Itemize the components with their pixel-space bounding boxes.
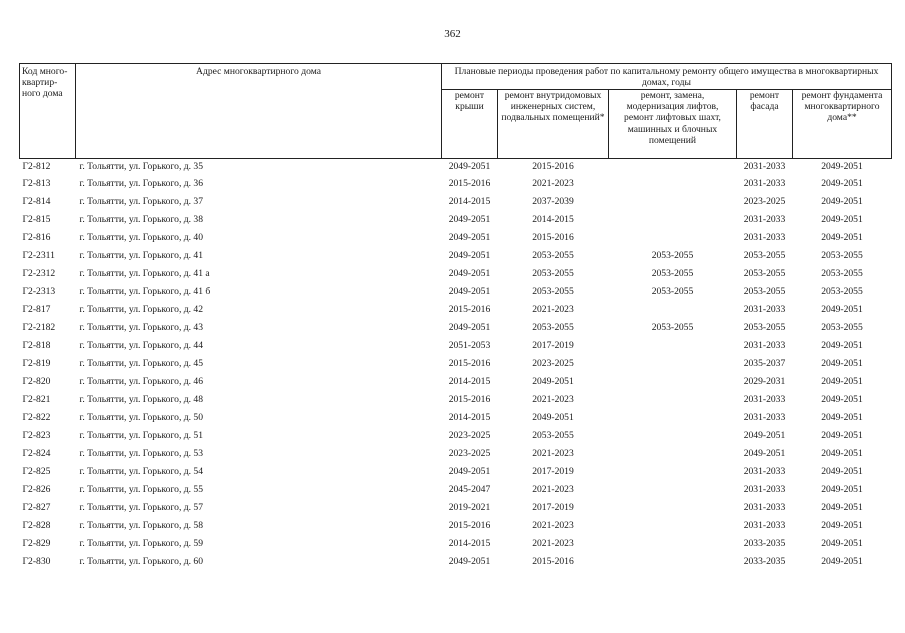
cell-roof: 2049-2051 bbox=[448, 232, 491, 243]
cell-systems: 2049-2051 bbox=[532, 412, 574, 423]
cell-roof: 2045-2047 bbox=[448, 484, 491, 495]
cell-address: г. Тольятти, ул. Горького, д. 46 bbox=[79, 376, 204, 387]
cell-elevators bbox=[609, 175, 737, 193]
table-row bbox=[20, 229, 892, 247]
cell-roof: 2049-2051 bbox=[448, 214, 491, 225]
table-row bbox=[20, 175, 892, 193]
cell-foundation: 2049-2051 bbox=[821, 412, 863, 423]
cell-code: Г2-819 bbox=[22, 358, 51, 369]
table-row bbox=[20, 499, 892, 517]
cell-address: г. Тольятти, ул. Горького, д. 58 bbox=[79, 520, 204, 531]
cell-facade: 2053-2055 bbox=[743, 322, 786, 333]
cell-roof: 2019-2021 bbox=[448, 502, 491, 513]
cell-foundation: 2049-2051 bbox=[821, 538, 863, 549]
cell-roof: 2049-2051 bbox=[448, 322, 491, 333]
cell-foundation: 2049-2051 bbox=[821, 484, 863, 495]
table-row bbox=[20, 159, 892, 176]
cell-roof: 2015-2016 bbox=[448, 304, 491, 315]
cell-facade: 2033-2035 bbox=[743, 538, 786, 549]
cell-elevators bbox=[609, 301, 737, 319]
cell-systems: 2021-2023 bbox=[532, 448, 574, 459]
header-facade: ремонт фасада bbox=[737, 90, 793, 159]
cell-address: г. Тольятти, ул. Горького, д. 55 bbox=[79, 484, 204, 495]
cell-facade: 2031-2033 bbox=[743, 178, 786, 189]
cell-foundation: 2049-2051 bbox=[821, 161, 863, 172]
cell-code: Г2-830 bbox=[22, 556, 51, 567]
cell-foundation: 2049-2051 bbox=[821, 520, 863, 531]
cell-elevators: 2053-2055 bbox=[651, 268, 694, 279]
cell-systems: 2021-2023 bbox=[532, 538, 574, 549]
page-number: 362 bbox=[444, 28, 461, 40]
cell-systems: 2021-2023 bbox=[532, 484, 574, 495]
cell-roof: 2014-2015 bbox=[448, 412, 491, 423]
cell-elevators bbox=[609, 211, 737, 229]
table-row bbox=[20, 391, 892, 409]
cell-systems: 2053-2055 bbox=[532, 250, 574, 261]
cell-systems: 2021-2023 bbox=[532, 394, 574, 405]
cell-systems: 2021-2023 bbox=[532, 304, 574, 315]
cell-systems: 2053-2055 bbox=[532, 286, 574, 297]
table-body bbox=[20, 159, 892, 572]
cell-elevators bbox=[609, 355, 737, 373]
cell-roof: 2014-2015 bbox=[448, 376, 491, 387]
cell-elevators bbox=[609, 373, 737, 391]
cell-roof: 2015-2016 bbox=[448, 178, 491, 189]
cell-foundation: 2049-2051 bbox=[821, 232, 863, 243]
cell-address: г. Тольятти, ул. Горького, д. 60 bbox=[79, 556, 204, 567]
cell-elevators bbox=[609, 517, 737, 535]
cell-facade: 2049-2051 bbox=[743, 430, 786, 441]
cell-roof: 2049-2051 bbox=[448, 161, 491, 172]
cell-elevators bbox=[609, 499, 737, 517]
cell-facade: 2031-2033 bbox=[743, 161, 786, 172]
cell-elevators bbox=[609, 159, 737, 176]
table-row bbox=[20, 355, 892, 373]
cell-address: г. Тольятти, ул. Горького, д. 38 bbox=[79, 214, 204, 225]
cell-foundation: 2049-2051 bbox=[821, 556, 863, 567]
cell-facade: 2053-2055 bbox=[743, 250, 786, 261]
cell-roof: 2023-2025 bbox=[448, 430, 491, 441]
cell-roof: 2015-2016 bbox=[448, 520, 491, 531]
cell-foundation: 2049-2051 bbox=[821, 430, 863, 441]
cell-roof: 2049-2051 bbox=[448, 466, 491, 477]
cell-code: Г2-2311 bbox=[22, 250, 55, 261]
table-row bbox=[20, 481, 892, 499]
cell-code: Г2-812 bbox=[22, 161, 51, 172]
cell-address: г. Тольятти, ул. Горького, д. 41 bbox=[79, 250, 204, 261]
cell-foundation: 2049-2051 bbox=[821, 214, 863, 225]
header-address: Адрес многоквартирного дома bbox=[76, 64, 442, 159]
header-elevators: ремонт, замена, модернизация лифтов, ремонт лифтовых шахт, машинных и блочных помещений bbox=[609, 90, 737, 159]
table-row bbox=[20, 445, 892, 463]
cell-systems: 2014-2015 bbox=[532, 214, 574, 225]
cell-systems: 2015-2016 bbox=[532, 232, 574, 243]
cell-systems: 2017-2019 bbox=[532, 340, 574, 351]
cell-foundation: 2049-2051 bbox=[821, 502, 863, 513]
cell-foundation: 2049-2051 bbox=[821, 340, 863, 351]
cell-address: г. Тольятти, ул. Горького, д. 45 bbox=[79, 358, 204, 369]
cell-code: Г2-814 bbox=[22, 196, 51, 207]
cell-code: Г2-825 bbox=[22, 466, 51, 477]
cell-code: Г2-823 bbox=[22, 430, 51, 441]
header-roof: ремонт крыши bbox=[442, 90, 498, 159]
cell-foundation: 2053-2055 bbox=[821, 250, 863, 261]
cell-roof: 2049-2051 bbox=[448, 250, 491, 261]
cell-code: Г2-813 bbox=[22, 178, 51, 189]
cell-systems: 2015-2016 bbox=[532, 556, 574, 567]
table-row bbox=[20, 211, 892, 229]
cell-elevators bbox=[609, 481, 737, 499]
cell-address: г. Тольятти, ул. Горького, д. 37 bbox=[79, 196, 204, 207]
cell-systems: 2017-2019 bbox=[532, 502, 574, 513]
cell-code: Г2-2313 bbox=[22, 286, 56, 297]
header-code: Код много-квартир-ного дома bbox=[20, 64, 76, 159]
cell-code: Г2-2182 bbox=[22, 322, 56, 333]
cell-code: Г2-818 bbox=[22, 340, 51, 351]
table-row bbox=[20, 283, 892, 301]
cell-elevators bbox=[609, 193, 737, 211]
cell-code: Г2-824 bbox=[22, 448, 51, 459]
cell-elevators bbox=[609, 229, 737, 247]
cell-facade: 2031-2033 bbox=[743, 394, 786, 405]
cell-elevators bbox=[609, 553, 737, 571]
cell-elevators bbox=[609, 535, 737, 553]
cell-roof: 2015-2016 bbox=[448, 358, 491, 369]
cell-systems: 2049-2051 bbox=[532, 376, 574, 387]
cell-facade: 2031-2033 bbox=[743, 304, 786, 315]
cell-facade: 2031-2033 bbox=[743, 214, 786, 225]
cell-code: Г2-829 bbox=[22, 538, 51, 549]
cell-elevators bbox=[609, 409, 737, 427]
cell-systems: 2021-2023 bbox=[532, 178, 574, 189]
cell-roof: 2015-2016 bbox=[448, 394, 491, 405]
cell-address: г. Тольятти, ул. Горького, д. 57 bbox=[79, 502, 204, 513]
cell-code: Г2-822 bbox=[22, 412, 51, 423]
cell-foundation: 2049-2051 bbox=[821, 358, 863, 369]
cell-roof: 2049-2051 bbox=[448, 556, 491, 567]
table-row bbox=[20, 337, 892, 355]
cell-roof: 2014-2015 bbox=[448, 196, 491, 207]
cell-systems: 2053-2055 bbox=[532, 268, 574, 279]
cell-facade: 2053-2055 bbox=[743, 286, 786, 297]
cell-roof: 2014-2015 bbox=[448, 538, 491, 549]
cell-code: Г2-827 bbox=[22, 502, 51, 513]
cell-code: Г2-816 bbox=[22, 232, 51, 243]
cell-systems: 2037-2039 bbox=[532, 196, 574, 207]
table-row bbox=[20, 301, 892, 319]
header-planned-periods: Плановые периоды проведения работ по капитальному ремонту общего имущества в многоквартирных домах, годы bbox=[442, 64, 892, 90]
cell-systems: 2021-2023 bbox=[532, 520, 574, 531]
table-row bbox=[20, 427, 892, 445]
cell-code: Г2-815 bbox=[22, 214, 51, 225]
cell-code: Г2-828 bbox=[22, 520, 51, 531]
table-row bbox=[20, 553, 892, 571]
cell-facade: 2033-2035 bbox=[743, 556, 786, 567]
cell-foundation: 2049-2051 bbox=[821, 196, 863, 207]
cell-facade: 2049-2051 bbox=[743, 448, 786, 459]
cell-roof: 2023-2025 bbox=[448, 448, 491, 459]
cell-address: г. Тольятти, ул. Горького, д. 59 bbox=[79, 538, 204, 549]
cell-address: г. Тольятти, ул. Горького, д. 41 б bbox=[79, 286, 211, 297]
cell-systems: 2023-2025 bbox=[532, 358, 574, 369]
table-row bbox=[20, 373, 892, 391]
cell-code: Г2-2312 bbox=[22, 268, 56, 279]
cell-address: г. Тольятти, ул. Горького, д. 35 bbox=[79, 161, 204, 172]
cell-address: г. Тольятти, ул. Горького, д. 54 bbox=[79, 466, 204, 477]
cell-elevators: 2053-2055 bbox=[651, 286, 694, 297]
cell-elevators: 2053-2055 bbox=[651, 322, 694, 333]
cell-address: г. Тольятти, ул. Горького, д. 44 bbox=[79, 340, 204, 351]
cell-roof: 2049-2051 bbox=[448, 286, 491, 297]
cell-facade: 2031-2033 bbox=[743, 232, 786, 243]
repair-schedule-table bbox=[19, 63, 892, 571]
cell-elevators bbox=[609, 391, 737, 409]
cell-facade: 2053-2055 bbox=[743, 268, 786, 279]
header-foundation: ремонт фундамента многоквартирного дома** bbox=[793, 90, 892, 159]
cell-address: г. Тольятти, ул. Горького, д. 51 bbox=[79, 430, 204, 441]
table-row bbox=[20, 517, 892, 535]
cell-facade: 2031-2033 bbox=[743, 466, 786, 477]
cell-foundation: 2049-2051 bbox=[821, 466, 863, 477]
cell-address: г. Тольятти, ул. Горького, д. 41 а bbox=[79, 268, 210, 279]
cell-code: Г2-826 bbox=[22, 484, 51, 495]
cell-address: г. Тольятти, ул. Горького, д. 36 bbox=[79, 178, 204, 189]
cell-elevators: 2053-2055 bbox=[651, 250, 694, 261]
cell-systems: 2053-2055 bbox=[532, 322, 574, 333]
cell-systems: 2017-2019 bbox=[532, 466, 574, 477]
cell-address: г. Тольятти, ул. Горького, д. 48 bbox=[79, 394, 204, 405]
cell-facade: 2031-2033 bbox=[743, 412, 786, 423]
table-header bbox=[20, 64, 892, 159]
cell-roof: 2049-2051 bbox=[448, 268, 491, 279]
cell-foundation: 2049-2051 bbox=[821, 448, 863, 459]
cell-foundation: 2049-2051 bbox=[821, 394, 863, 405]
cell-foundation: 2049-2051 bbox=[821, 304, 863, 315]
table-row bbox=[20, 193, 892, 211]
cell-elevators bbox=[609, 445, 737, 463]
cell-address: г. Тольятти, ул. Горького, д. 43 bbox=[79, 322, 204, 333]
cell-address: г. Тольятти, ул. Горького, д. 40 bbox=[79, 232, 204, 243]
cell-foundation: 2053-2055 bbox=[821, 286, 863, 297]
header-systems: ремонт внутридомовых инженерных систем, подвальных помещений* bbox=[498, 90, 609, 159]
cell-facade: 2023-2025 bbox=[743, 196, 786, 207]
cell-code: Г2-817 bbox=[22, 304, 51, 315]
cell-address: г. Тольятти, ул. Горького, д. 42 bbox=[79, 304, 204, 315]
cell-code: Г2-820 bbox=[22, 376, 51, 387]
cell-facade: 2031-2033 bbox=[743, 502, 786, 513]
table-row bbox=[20, 463, 892, 481]
cell-facade: 2031-2033 bbox=[743, 520, 786, 531]
cell-facade: 2031-2033 bbox=[743, 340, 786, 351]
cell-facade: 2029-2031 bbox=[743, 376, 786, 387]
cell-code: Г2-821 bbox=[22, 394, 51, 405]
cell-systems: 2015-2016 bbox=[532, 161, 574, 172]
cell-address: г. Тольятти, ул. Горького, д. 53 bbox=[79, 448, 204, 459]
cell-elevators bbox=[609, 463, 737, 481]
cell-roof: 2051-2053 bbox=[448, 340, 491, 351]
cell-facade: 2035-2037 bbox=[743, 358, 786, 369]
cell-foundation: 2049-2051 bbox=[821, 178, 863, 189]
cell-address: г. Тольятти, ул. Горького, д. 50 bbox=[79, 412, 204, 423]
table-row bbox=[20, 247, 892, 265]
table-row bbox=[20, 319, 892, 337]
cell-foundation: 2049-2051 bbox=[821, 376, 863, 387]
cell-systems: 2053-2055 bbox=[532, 430, 574, 441]
table-row bbox=[20, 409, 892, 427]
cell-facade: 2031-2033 bbox=[743, 484, 786, 495]
cell-foundation: 2053-2055 bbox=[821, 322, 863, 333]
cell-elevators bbox=[609, 337, 737, 355]
table-row bbox=[20, 265, 892, 283]
cell-elevators bbox=[609, 427, 737, 445]
cell-foundation: 2053-2055 bbox=[821, 268, 863, 279]
table-row bbox=[20, 535, 892, 553]
